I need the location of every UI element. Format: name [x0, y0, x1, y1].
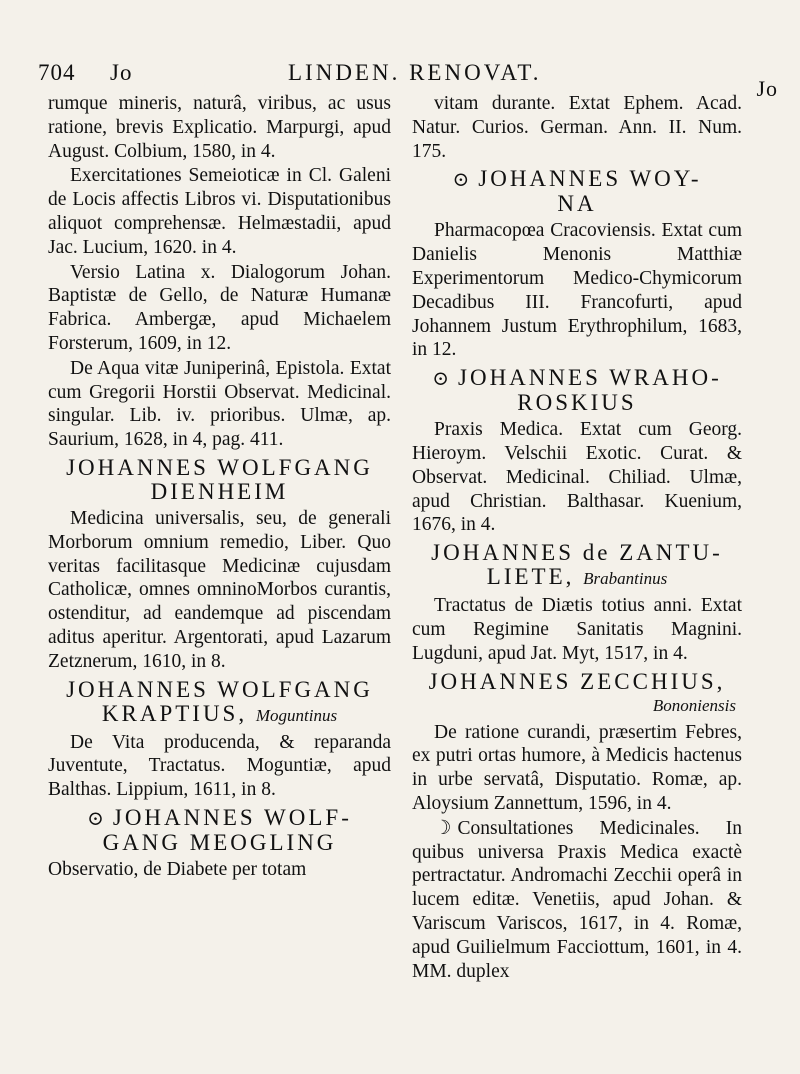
entry-text: Pharmacopœa Cracoviensis. Extat cum Danielis Menonis Matthiæ Experimentorum Medico-Chymicorum Decadibus III. Francofurti, apud Johannem Justum Erythrophilum, 1683, in 12.: [412, 220, 742, 361]
entry-text: Tractatus de Diætis totius anni. Extat cum Regimine Sanitatis Magnini. Lugduni, apud Jat. Myt, 1517, in 4.: [412, 595, 742, 664]
left-column: [48, 92, 391, 883]
author-heading: [48, 678, 391, 728]
page-number: 704: [38, 60, 76, 85]
heading-line: NA: [557, 191, 597, 217]
moon-icon: ☽: [434, 817, 452, 839]
entry-text: De Aqua vitæ Juniperinâ, Epistola. Extat cum Gregorii Horstii Observat. Medicinal. singular. Lib. iv. prioribus. Ulmæ, ap. Saurium, 1628, in 4, pag. 411.: [48, 357, 391, 451]
heading-line: JOHANNES WOLF-: [112, 804, 352, 830]
heading-line: GANG MEOGLING: [102, 829, 337, 855]
entry-text: vitam durante. Extat Ephem. Acad. Natur. Curios. German. Ann. II. Num. 175.: [412, 93, 742, 162]
author-heading: [412, 167, 742, 216]
heading-origin: Brabantinus: [583, 569, 668, 589]
heading-line: JOHANNES WOY-: [478, 166, 702, 192]
heading-origin: Moguntinus: [255, 705, 338, 725]
heading-line: JOHANNES WRAHO-: [458, 365, 722, 391]
catchword-right: Jo: [756, 76, 778, 101]
entry-text: Exercitationes Semeioticæ in Cl. Galeni de Locis affectis Libros vi. Disputationibus aliquot comprehensæ. Helmæstadii, apud Jac. Lucium, 1620. in 4.: [48, 165, 391, 258]
running-head: [38, 56, 790, 101]
ornament-icon: ⊙: [87, 807, 107, 830]
entry-text: [412, 817, 742, 984]
right-column: [412, 92, 742, 984]
catchword-left: Jo: [110, 60, 133, 85]
entry-text: rumque mineris, naturâ, viribus, ac usus ratione, brevis Explicatio. Marpurgi, apud August. Colbium, 1580, in 4.: [48, 93, 391, 162]
heading-line: JOHANNES ZECCHIUS,: [428, 668, 726, 694]
heading-line: DIENHEIM: [150, 478, 289, 504]
heading-line: JOHANNES de ZANTU-: [431, 540, 723, 566]
heading-origin: Bononiensis: [652, 695, 736, 715]
author-heading: [412, 670, 742, 718]
entry-text: Praxis Medica. Extat cum Georg. Hieroym. Velschii Exotic. Curat. & Observat. Medicinal. Chiliad. Ulmæ, apud Christian. Balthasar. Kuenium, 1676, in 4.: [412, 419, 742, 536]
ornament-icon: ⊙: [432, 368, 453, 391]
heading-line: ROSKIUS: [517, 390, 637, 416]
heading-line: JOHANNES WOLFGANG: [66, 676, 373, 702]
entry-text: De ratione curandi, præsertim Febres, ex putri ortas humore, à Medicis hactenus in urbe servatâ, Disputatio. Romæ, ap. Aloysium Zannettum, 1596, in 4.: [412, 721, 742, 814]
author-heading: [412, 541, 742, 591]
running-title: LINDEN. RENOVAT.: [288, 60, 542, 85]
author-heading: [48, 456, 391, 504]
entry-text: Medicina universalis, seu, de generali Morborum omnium remedio, Liber. Quo veritas facilitasque Medicinæ cujusdam Catholicæ, omnes omninoMorbos curantis, ostenditur, ad eandemque ad piscendam aditus aperitur. Argentorati, apud Lazarum Zetznerum, 1610, in 8.: [48, 507, 391, 672]
heading-line: KRAPTIUS,: [101, 700, 248, 726]
ornament-icon: ⊙: [452, 169, 473, 192]
heading-line: JOHANNES WOLFGANG: [66, 454, 373, 480]
entry-text: Observatio, de Diabete per totam: [48, 858, 307, 880]
entry-text: Versio Latina x. Dialogorum Johan. Baptistæ de Gello, de Naturæ Humanæ Fabrica. Ambergæ, apud Michaelem Forsterum, 1609, in 12.: [48, 261, 391, 354]
entry-text-body: Consultationes Medicinales. In quibus universa Praxis Medica exactè pertractatur. Andromachi Zecchii operâ in lucem editæ. Venetiis, apud Johan. & Variscum Variscos, 1617, in 4. Romæ, apud Guilielmum Facciottum, 1601, in 4. MM. duplex: [412, 817, 742, 982]
heading-line: LIETE,: [486, 564, 575, 590]
author-heading: [48, 806, 391, 855]
entry-text: De Vita producenda, & reparanda Juventute, Tractatus. Moguntiæ, apud Balthas. Lippium, 1611, in 8.: [48, 731, 391, 801]
author-heading: [412, 366, 742, 415]
